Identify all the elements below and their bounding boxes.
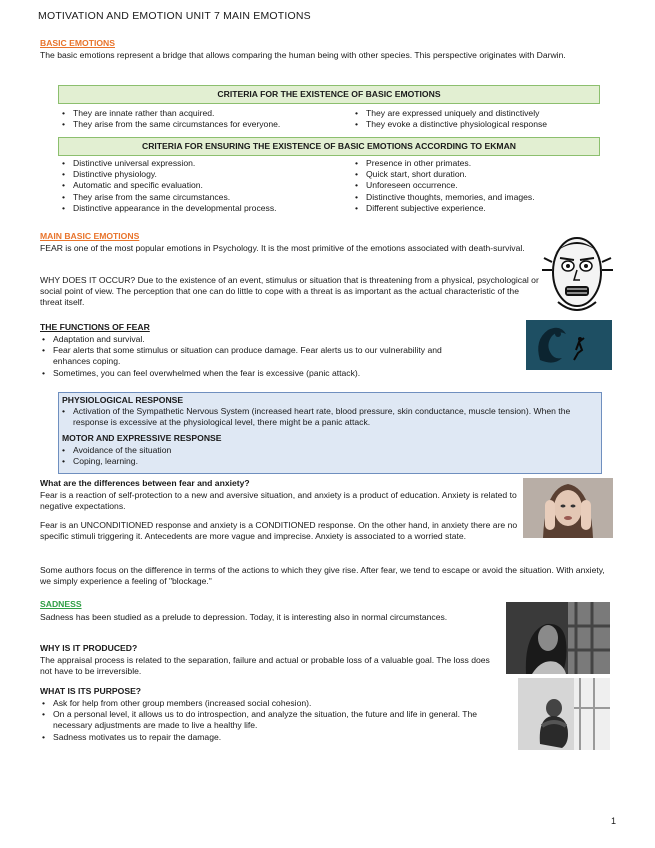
list-item: • They evoke a distinctive physiological response	[353, 119, 603, 130]
list-item: • Quick start, short duration.	[353, 169, 603, 180]
list-item: • Coping, learning.	[60, 456, 596, 467]
anxious-woman-photo	[523, 478, 613, 538]
physio-response-heading: PHYSIOLOGICAL RESPONSE	[62, 395, 184, 405]
anxiety-paragraph-2: Fear is an UNCONDITIONED response and anxiety is a CONDITIONED response. On the other hand, in anxiety there are no specific stimuli triggering it. Antecedents are more vague and imprecise. Anxiety is associated to a worried state.	[40, 520, 518, 542]
anxiety-paragraph-3: Some authors focus on the difference in terms of the actions to which they give rise. After fear, we tend to escape or avoid the situation. With anxiety, we simply experience a feeling of "blockage."	[40, 565, 605, 587]
sadness-purpose-list	[40, 698, 500, 743]
sadness-why-text: The appraisal process is related to the separation, failure and actual or probable loss of a valuable goal. The loss does not have to be irreversible.	[40, 655, 490, 677]
list-item: • Sadness motivates us to repair the damage.	[40, 732, 500, 743]
criteria-existence-left-list	[60, 108, 340, 130]
page-number: 1	[611, 816, 617, 826]
list-item: • On a personal level, it allows us to do introspection, and analyze the situation, the future and life in general. The necessary adjustments are made to live a healthy life.	[40, 709, 500, 731]
sadness-purpose-heading: WHAT IS ITS PURPOSE?	[40, 686, 142, 696]
list-item: • Activation of the Sympathetic Nervous System (increased heart rate, blood pressure, skin conductance, muscle tension). When the response is excessive at the physiological level, there might be a panic attack.	[60, 406, 596, 428]
basic-emotions-intro: The basic emotions represent a bridge that allows comparing the human being with other species. This perspective originates with Darwin.	[40, 50, 566, 60]
sadness-intro: Sadness has been studied as a prelude to depression. Today, it is interesting also in normal circumstances.	[40, 612, 448, 622]
criteria-ekman-left-list	[60, 158, 345, 214]
list-item: • Unforeseen occurrence.	[353, 180, 603, 191]
anxiety-question: What are the differences between fear and anxiety?	[40, 478, 250, 488]
motor-response-heading: MOTOR AND EXPRESSIVE RESPONSE	[62, 433, 222, 443]
fear-intro: FEAR is one of the most popular emotions in Psychology. It is the most primitive of the emotions associated with death-survival.	[40, 243, 525, 253]
fear-shadow-image	[526, 320, 612, 370]
list-item: • Fear alerts that some stimulus or situation can produce damage. Fear alerts us to our vulnerability and enhances coping.	[40, 345, 460, 367]
criteria-ekman-right-list	[353, 158, 603, 214]
fear-face-illustration	[540, 232, 615, 314]
list-item: • Presence in other primates.	[353, 158, 603, 169]
physio-response-list	[60, 406, 596, 428]
list-item: • Ask for help from other group members (increased social cohesion).	[40, 698, 500, 709]
criteria-existence-title: CRITERIA FOR THE EXISTENCE OF BASIC EMOTIONS	[58, 85, 600, 104]
fear-why: WHY DOES IT OCCUR? Due to the existence of an event, stimulus or situation that is threatening from a physical, psychological or social point of view. The perception that one can do little to cope with a threat is as important as the actual characteristic of the threat itself.	[40, 275, 539, 308]
anxiety-paragraph-1: Fear is a reaction of self-protection to a new and aversive situation, and anxiety is a product of education. Anxiety is related to negative expectations.	[40, 490, 517, 512]
basic-emotions-heading: BASIC EMOTIONS	[40, 38, 115, 48]
sad-person-sitting-photo	[518, 678, 610, 750]
list-item: • Avoidance of the situation	[60, 445, 596, 456]
list-item: • Distinctive universal expression.	[60, 158, 345, 169]
main-emotions-heading: MAIN BASIC EMOTIONS	[40, 231, 140, 241]
fear-functions-list	[40, 334, 460, 379]
list-item: • Adaptation and survival.	[40, 334, 460, 345]
list-item: • Distinctive appearance in the developmental process.	[60, 203, 345, 214]
criteria-existence-right-list	[353, 108, 603, 130]
list-item: • Sometimes, you can feel overwhelmed when the fear is excessive (panic attack).	[40, 368, 460, 379]
list-item: • They arise from the same circumstances for everyone.	[60, 119, 340, 130]
sadness-why-heading: WHY IS IT PRODUCED?	[40, 643, 138, 653]
list-item: • Distinctive physiology.	[60, 169, 345, 180]
list-item: • Distinctive thoughts, memories, and images.	[353, 192, 603, 203]
sad-woman-window-photo	[506, 602, 610, 674]
sadness-heading: SADNESS	[40, 599, 82, 609]
fear-functions-heading: THE FUNCTIONS OF FEAR	[40, 322, 150, 332]
page-title: MOTIVATION AND EMOTION UNIT 7 MAIN EMOTIONS	[38, 10, 311, 22]
list-item: • They arise from the same circumstances.	[60, 192, 345, 203]
criteria-ekman-title: CRITERIA FOR ENSURING THE EXISTENCE OF BASIC EMOTIONS ACCORDING TO EKMAN	[58, 137, 600, 156]
list-item: • Automatic and specific evaluation.	[60, 180, 345, 191]
list-item: • They are expressed uniquely and distinctively	[353, 108, 603, 119]
list-item: • They are innate rather than acquired.	[60, 108, 340, 119]
motor-response-list	[60, 445, 596, 467]
list-item: • Different subjective experience.	[353, 203, 603, 214]
